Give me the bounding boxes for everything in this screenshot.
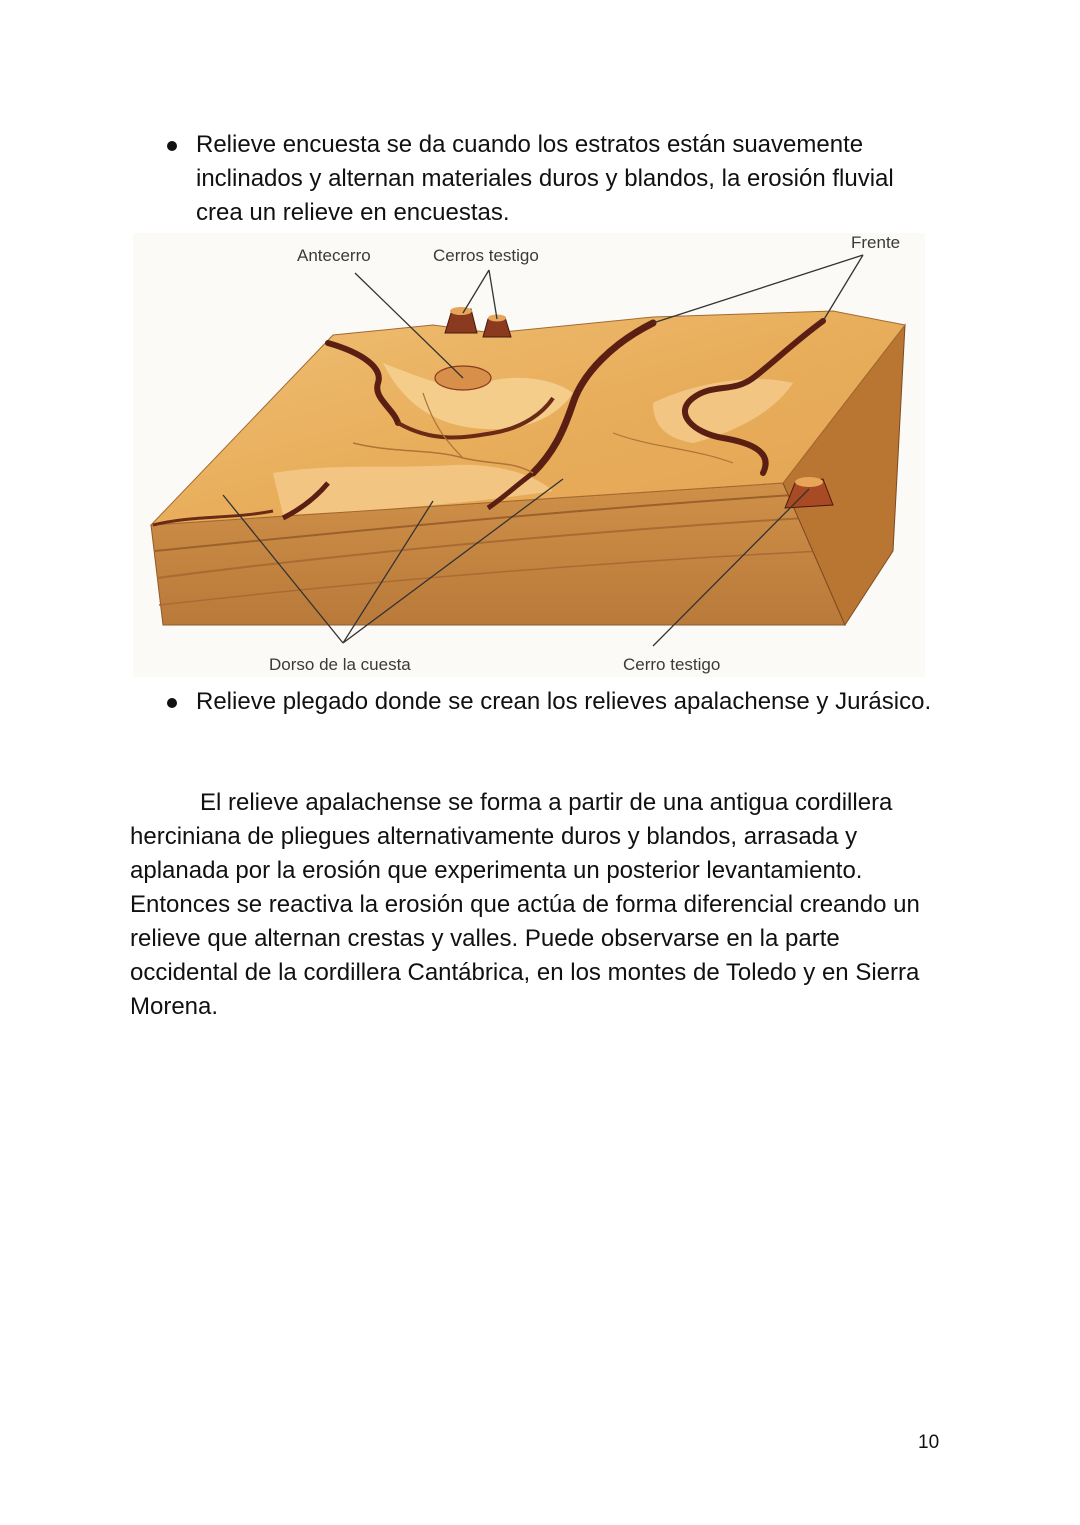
leader-line-cerros-testigo (463, 270, 489, 313)
page-number: 10 (918, 1432, 940, 1453)
bullet-dot (167, 141, 177, 151)
butte-top (450, 307, 472, 315)
label-antecerro: Antecerro (297, 246, 371, 265)
label-cerro-testigo: Cerro testigo (623, 655, 721, 674)
cuesta-relief-diagram (133, 233, 925, 677)
bullet-item-relieve-encuesta (130, 128, 940, 230)
bullet-text: Relieve plegado donde se crean los relieves apalachense y Jurásico. (196, 688, 932, 715)
bullet-item-relieve-plegado (130, 685, 940, 719)
label-cerros-testigo: Cerros testigo (433, 246, 539, 265)
butte-top (795, 477, 823, 487)
bullet-text: Relieve encuesta se da cuando los estratos están suavemente inclinados y alternan materiales duros y blandos, la erosión fluvial crea un relieve en encuestas. (196, 131, 894, 226)
label-frente: Frente (851, 233, 901, 252)
leader-line-cerros-testigo (489, 270, 497, 319)
diagram-svg (133, 233, 925, 677)
paragraph-relieve-apalachense: El relieve apalachense se forma a partir de una antigua cordillera herciniana de pliegues alternativamente duros y blandos, arrasada y aplanada por la erosión que experimenta un posterior levantamiento. Entonces se reactiva la erosión que actúa de forma diferencial creando un relieve que alternan crestas y valles. Puede observarse en la parte occidental de la cordillera Cantábrica, en los montes de Toledo y en Sierra Morena. (130, 789, 920, 1020)
label-dorso-de-la-cuesta: Dorso de la cuesta (269, 655, 411, 674)
leader-line-frente (823, 255, 863, 321)
bullet-dot (167, 698, 177, 708)
